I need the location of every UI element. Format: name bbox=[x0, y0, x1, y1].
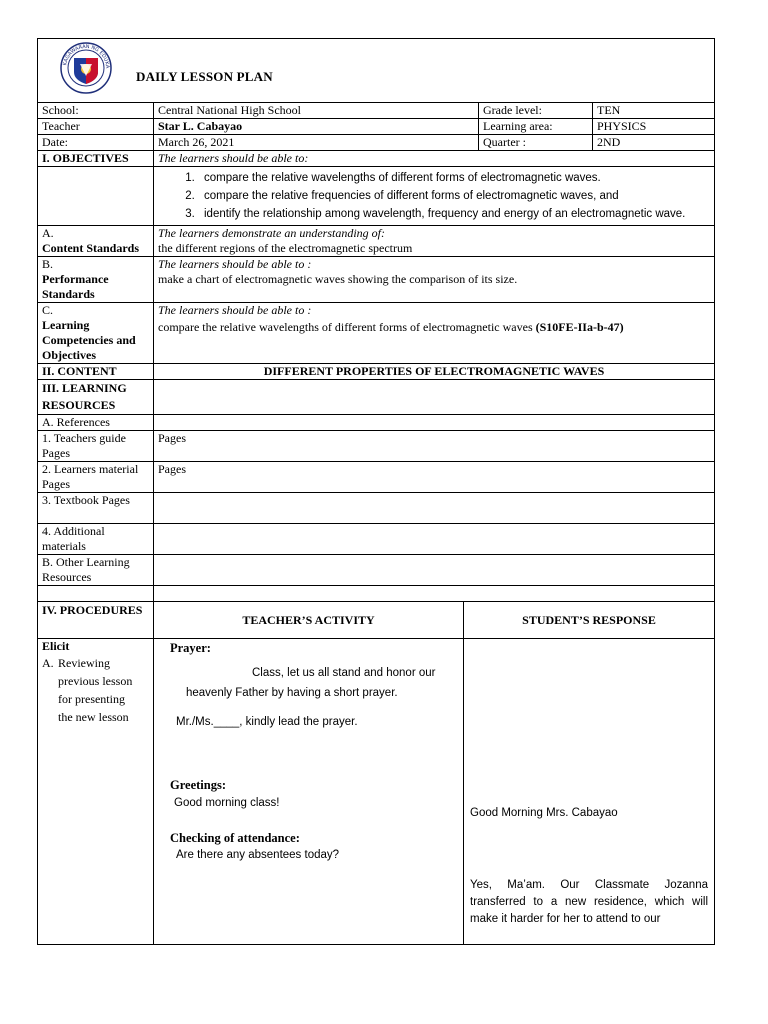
performance-standards-text: make a chart of electromagnetic waves showing the comparison of its size. bbox=[158, 272, 518, 286]
references-label: A. References bbox=[38, 415, 154, 431]
response-greeting: Good Morning Mrs. Cabayao bbox=[470, 807, 618, 819]
grade-value: TEN bbox=[593, 103, 715, 119]
objective-item: 1. compare the relative wavelengths of different forms of electromagnetic waves. bbox=[198, 169, 710, 187]
procedures-label: IV. PROCEDURES bbox=[38, 602, 154, 639]
review-step-letter: A. bbox=[42, 656, 54, 670]
elicit-cell bbox=[38, 639, 154, 945]
spacer-row-label bbox=[38, 586, 154, 602]
competencies-code: (S10FE-IIa-b-47) bbox=[535, 320, 624, 334]
content-standards-label-cell bbox=[38, 226, 154, 257]
competencies-cell bbox=[154, 303, 715, 364]
area-value: PHYSICS bbox=[593, 119, 715, 135]
content-standards-label: Content Standards bbox=[42, 241, 140, 255]
teachers-guide-value: Pages bbox=[154, 431, 715, 462]
deped-seal-icon bbox=[60, 42, 112, 94]
prayer-line-1: Class, let us all stand and honor our bbox=[252, 667, 436, 679]
review-step-text: Reviewing previous lesson for presenting the new lesson bbox=[58, 656, 133, 724]
performance-standards-label-cell bbox=[38, 257, 154, 303]
resources-value bbox=[154, 380, 715, 415]
performance-standards-label: Performance Standards bbox=[42, 272, 109, 301]
teachers-guide-label: 1. Teachers guide Pages bbox=[38, 431, 154, 462]
student-response-cell bbox=[464, 639, 715, 945]
date-value: March 26, 2021 bbox=[154, 135, 479, 151]
objectives-intro: The learners should be able to: bbox=[154, 151, 715, 167]
content-value: DIFFERENT PROPERTIES OF ELECTROMAGNETIC WAVES bbox=[154, 364, 715, 380]
objectives-label: I. OBJECTIVES bbox=[38, 151, 154, 167]
content-standards-cell bbox=[154, 226, 715, 257]
prayer-heading: Prayer: bbox=[170, 641, 211, 655]
procedures-table bbox=[37, 601, 715, 945]
other-resources-value bbox=[154, 555, 715, 586]
greetings-heading: Greetings: bbox=[170, 778, 227, 792]
teacher-label: Teacher bbox=[38, 119, 154, 135]
content-standards-text: the different regions of the electromagnetic spectrum bbox=[158, 241, 413, 255]
objectives-list-cell bbox=[154, 167, 715, 226]
spacer-row-value bbox=[154, 586, 715, 602]
attendance-heading: Checking of attendance: bbox=[170, 831, 300, 845]
grade-label: Grade level: bbox=[479, 103, 593, 119]
other-resources-label: B. Other Learning Resources bbox=[38, 555, 154, 586]
competencies-body bbox=[158, 318, 710, 337]
attendance-text: Are there any absentees today? bbox=[176, 849, 340, 861]
svg-text:KAGAWARAN NG EDUKASYON · REPUB: KAGAWARAN NG EDUKA bbox=[62, 43, 111, 69]
prayer-line-2: heavenly Father by having a short prayer. bbox=[186, 687, 398, 699]
additional-materials-value bbox=[154, 524, 715, 555]
school-value: Central National High School bbox=[154, 103, 479, 119]
additional-materials-label: 4. Additional materials bbox=[38, 524, 154, 555]
content-label: II. CONTENT bbox=[38, 364, 154, 380]
competencies-text: compare the relative wavelengths of different forms of electromagnetic waves bbox=[158, 320, 533, 334]
performance-standards-intro: The learners should be able to : bbox=[158, 257, 312, 271]
resources-label: III. LEARNING RESOURCES bbox=[38, 380, 154, 415]
quarter-label: Quarter : bbox=[479, 135, 593, 151]
review-step bbox=[42, 654, 149, 726]
school-label: School: bbox=[38, 103, 154, 119]
document-title: DAILY LESSON PLAN bbox=[136, 69, 273, 84]
teacher-value: Star L. Cabayao bbox=[154, 119, 479, 135]
performance-standards-cell bbox=[154, 257, 715, 303]
teacher-activity-cell bbox=[154, 639, 464, 945]
greetings-text: Good morning class! bbox=[174, 797, 280, 809]
competencies-label-cell bbox=[38, 303, 154, 364]
competencies-intro: The learners should be able to : bbox=[158, 303, 312, 317]
header-cell bbox=[38, 39, 715, 103]
objective-item: 3. identify the relationship among wavelength, frequency and energy of an electromagnetic wave. bbox=[198, 205, 710, 223]
textbook-label: 3. Textbook Pages bbox=[38, 493, 154, 524]
quarter-value: 2ND bbox=[593, 135, 715, 151]
learners-material-value: Pages bbox=[154, 462, 715, 493]
textbook-value bbox=[154, 493, 715, 524]
response-attendance: Yes, Ma’am. Our Classmate Jozanna transferred to a new residence, which will make it harder for her to attend to our bbox=[470, 879, 708, 925]
date-label: Date: bbox=[38, 135, 154, 151]
competencies-letter: C. bbox=[42, 303, 54, 317]
objectives-spacer bbox=[38, 167, 154, 226]
lesson-plan-table bbox=[37, 38, 715, 602]
area-label: Learning area: bbox=[479, 119, 593, 135]
student-response-header: STUDENT’S RESPONSE bbox=[464, 602, 715, 639]
content-standards-intro: The learners demonstrate an understanding of: bbox=[158, 226, 385, 240]
content-standards-letter: A. bbox=[42, 226, 54, 240]
performance-standards-letter: B. bbox=[42, 257, 54, 271]
elicit-label: Elicit bbox=[42, 639, 70, 653]
objective-item: 2. compare the relative frequencies of different forms of electromagnetic waves, and bbox=[198, 187, 710, 205]
prayer-lead: Mr./Ms.____, kindly lead the prayer. bbox=[176, 716, 358, 728]
teacher-activity-header: TEACHER’S ACTIVITY bbox=[154, 602, 464, 639]
learners-material-label: 2. Learners material Pages bbox=[38, 462, 154, 493]
references-value bbox=[154, 415, 715, 431]
lesson-plan-page bbox=[37, 38, 714, 945]
competencies-label: Learning Competencies and Objectives bbox=[42, 318, 136, 362]
objectives-list bbox=[154, 169, 710, 223]
